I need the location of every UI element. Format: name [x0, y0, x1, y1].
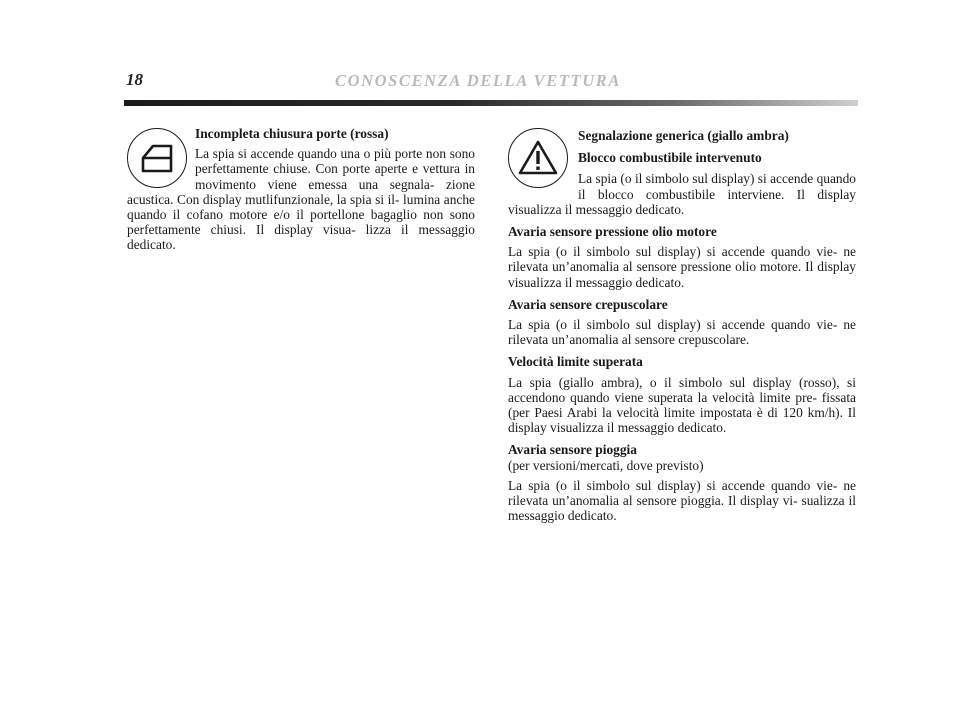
left-column [127, 125, 475, 253]
rain-sensor-title: Avaria sensore pioggia [508, 442, 637, 458]
page-number: 18 [126, 70, 143, 89]
oil-pressure-sensor-body: La spia (o il simbolo sul display) si accende quando vie- ne rilevata un’anomalia al sensore pressione olio motore. Il display visualizza il messaggio dedicato. [508, 244, 856, 290]
fuel-cutoff-title: Blocco combustibile intervenuto [578, 150, 762, 166]
rain-sensor-body: La spia (o il simbolo sul display) si accende quando vie- ne rilevata un’anomalia al sensore pioggia. Il display vi- sualizza il messaggio dedicato. [508, 477, 856, 524]
running-header: CONOSCENZA DELLA VETTURA [335, 71, 621, 90]
header-rule [124, 100, 858, 106]
warning-triangle-icon [508, 128, 568, 188]
door-open-icon [127, 128, 187, 188]
generic-warning-title: Segnalazione generica (giallo ambra) [578, 128, 789, 143]
fuel-cutoff-body: La spia (o il simbolo sul display) si accende quando il blocco combustibile interviene. Il display visualizza il messaggio dedicato. [508, 171, 856, 217]
twilight-sensor-body: La spia (o il simbolo sul display) si accende quando vie- ne rilevata un’anomalia al sensore crepuscolare. [508, 317, 856, 348]
rain-sensor-subtitle: (per versioni/mercati, dove previsto) [508, 457, 704, 473]
right-column [508, 125, 856, 523]
speed-limit-title: Velocità limite superata [508, 354, 643, 370]
door-warning-title: Incompleta chiusura porte (rossa) [195, 126, 389, 141]
oil-pressure-sensor-title: Avaria sensore pressione olio motore [508, 224, 717, 240]
twilight-sensor-title: Avaria sensore crepuscolare [508, 296, 668, 312]
speed-limit-body: La spia (giallo ambra), o il simbolo sul display (rosso), si accendono quando viene superata la velocità limite pre- fissata (per Paesi Arabi la velocità limite impostata è di 120 km/h). Il display visualizza il messaggio dedicato. [508, 374, 856, 436]
door-warning-body: La spia si accende quando una o più porte non sono perfettamente chiuse. Con porte aperte e vettura in movimento viene emessa una segnala- zione acustica. Con display mutlifunzionale, la spia si il- lumina anche quando il cofano motore e/o il portellone bagaglio non sono perfettamente chiusi. Il display visua- lizza il messaggio dedicato. [127, 146, 475, 253]
